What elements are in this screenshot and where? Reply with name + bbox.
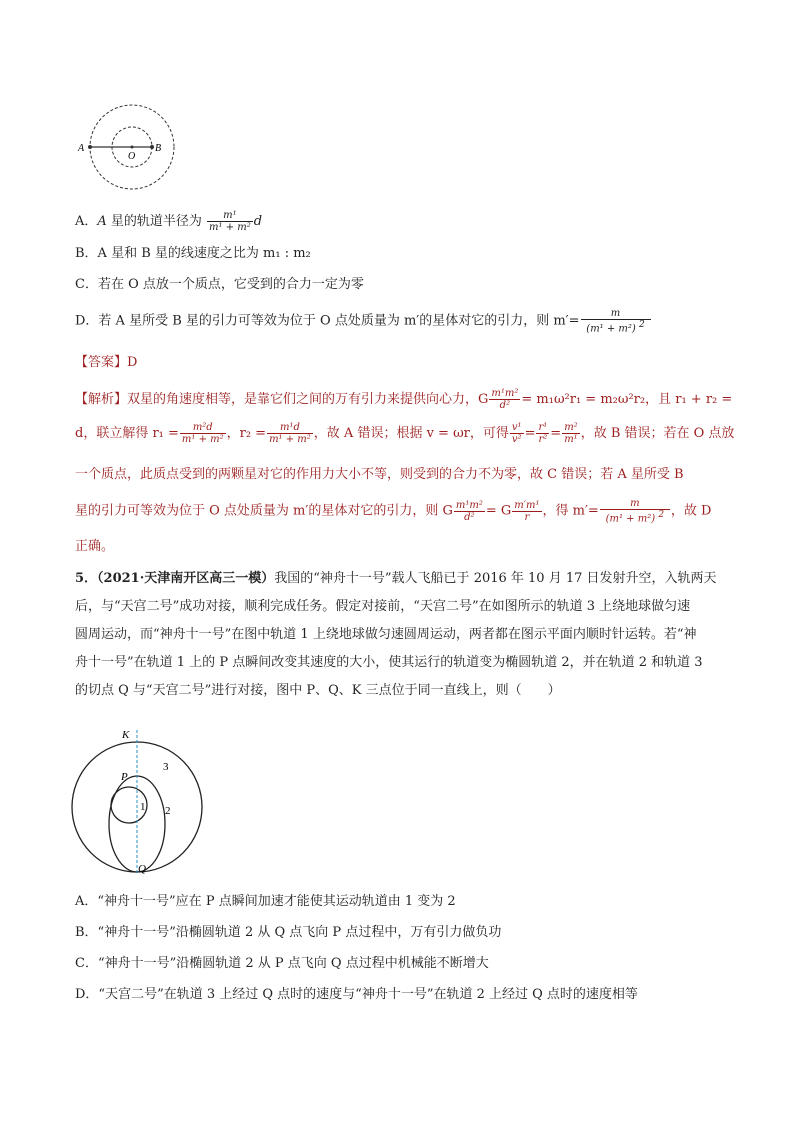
q5-option-a: A．“神舟十一号”应在 P 点瞬间加速才能使其运动轨道由 1 变为 2 <box>75 894 456 909</box>
label-k: K <box>122 729 130 741</box>
q4-explanation-line4: 星的引力可等效为位于 O 点处质量为 m′的星体对它的引力，则 G $\frac{\text{m¹m²}}{\text{d²}}$ = G $\frac{\text{m′m¹}}{r}$ ，得 m′= $\frac{m}{(m^1 + m^2) ^2}$ ，故 D <box>75 498 712 525</box>
q4-option-d: D．若 A 星所受 B 星的引力可等效为位于 O 点处质量为 m′的星体对它的引力，则 m′= $\frac{m}{(m^1 + m^2) ^2}$ <box>75 308 652 334</box>
q4-explanation-line3: 一个质点，此质点受到的两颗星对它的作用力大小不等，则受到的合力不为零，故 C 错误；若 A 星所受 B <box>75 467 684 482</box>
q5-option-d: D．“天宫二号”在轨道 3 上经过 Q 点时的速度与“神舟十一号”在轨道 2 上经过 Q 点时的速度相等 <box>75 987 638 1002</box>
orbit-figure <box>70 722 210 882</box>
label-q: Q <box>138 863 146 875</box>
q5-stem-line2: 后，与“天宫二号”成功对接，顺利完成任务。假定对接前，“天宫二号”在如图所示的轨道 3 上绕地球做匀速 <box>75 599 691 614</box>
q4-option-b: B．A 星和 B 星的线速度之比为 m₁ : m₂ <box>75 246 311 261</box>
q4-option-a: A．A 星的轨道半径为 $\frac{\text{m¹}}{\text{m¹ + m²}}$ d <box>75 210 263 233</box>
q5-stem-line1: 5．（2021·天津南开区高三一模）我国的“神舟十一号”载人飞船已于 2016 年 10 月 17 日发射升空，入轨两天 <box>75 571 717 586</box>
q4-explanation-line1: 【解析】双星的角速度相等，是靠它们之间的万有引力来提供向心力，G $\frac{\text{m¹m²}}{\text{d²}}$ = m₁ω²r₁ = m₂ω²r₂，且 r₁ + r₂ = <box>75 388 733 411</box>
q5-stem-line5: 的切点 Q 与“天宫二号”进行对接，图中 P、Q、K 三点位于同一直线上，则（ ） <box>75 683 561 698</box>
label-o: O <box>128 151 136 162</box>
label-1: 1 <box>140 801 146 813</box>
label-b: B <box>155 143 162 154</box>
q4-answer: 【答案】D <box>75 355 138 370</box>
q5-option-c: C．“神舟十一号”沿椭圆轨道 2 从 P 点飞向 Q 点过程中机械能不断增大 <box>75 956 489 971</box>
label-a: A <box>78 143 85 154</box>
q4-explanation-line2: d，联立解得 r₁ = $\frac{\text{m²d}}{\text{m¹ + m²}}$ ，r₂ = $\frac{\text{m¹d}}{\text{m¹ + m²}}$ ，故 A 错误；根据 v = ωr，可得 $\frac{\text{v¹}}{\text{v²}}$ = $\frac{\text{r¹}}{\text{r²}}$ = $\frac{\text{m²}}{\text{m¹}}$ ，故 B 错误；若在 O 点放 <box>75 422 735 445</box>
q5-stem-line3: 圆周运动，而“神舟十一号”在图中轨道 1 上绕地球做匀速圆周运动，两者都在图示平面内顺时针运转。若“神 <box>75 627 697 642</box>
q5-option-b: B．“神舟十一号”沿椭圆轨道 2 从 Q 点飞向 P 点过程中，万有引力做负功 <box>75 925 502 940</box>
q4-option-c: C．若在 O 点放一个质点，它受到的合力一定为零 <box>75 277 364 292</box>
q4-explanation-line5: 正确。 <box>75 539 115 554</box>
binary-star-figure <box>70 95 190 205</box>
label-p: P <box>121 771 128 783</box>
label-2: 2 <box>165 805 171 817</box>
q5-stem-line4: 舟十一号”在轨道 1 上的 P 点瞬间改变其速度的大小，使其运行的轨道变为椭圆轨道 2，并在轨道 2 和轨道 3 <box>75 655 703 670</box>
label-3: 3 <box>163 761 169 773</box>
